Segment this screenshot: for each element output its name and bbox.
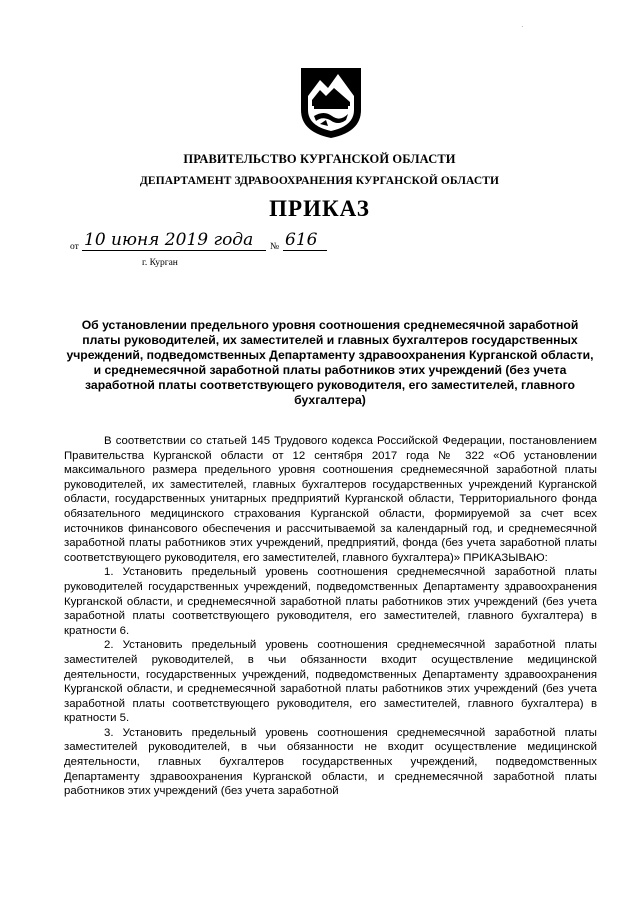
handwritten-date: 10 июня 2019 года bbox=[84, 230, 254, 250]
date-underline bbox=[82, 250, 266, 251]
city-label: г. Курган bbox=[142, 258, 178, 268]
order-subject-heading: Об установлении предельного уровня соотношения среднемесячной заработной платы руководителей, их заместителей и главных бухгалтеров государственных учреждений, подведомственных Департаменту здравоохранения Курганской области, и среднемесячной заработной платы работников этих учреждений (без учета заработной платы соответствующего руководителя, его заместителей, главного бухгалтера) bbox=[66, 318, 594, 407]
handwritten-number: 616 bbox=[285, 230, 318, 250]
clause-1-paragraph: 1. Установить предельный уровень соотношения среднемесячной заработной платы руководителей государственных учреждений, подведомственных Департаменту здравоохранения Курганской области, и среднемесячной заработной платы работников этих учреждений (без учета заработной платы соответствующего руководителя, его заместителей, главного бухгалтера) в кратности 6. bbox=[64, 566, 597, 637]
coat-of-arms-icon bbox=[298, 66, 364, 140]
order-body bbox=[64, 434, 597, 799]
clause-2-paragraph: 2. Установить предельный уровень соотношения среднемесячной заработной платы заместителей руководителей, в чьи обязанности входит осуществление медицинской деятельности, государственных учреждений, подведомственных Департаменту здравоохранения Курганской области, и среднемесячной заработной платы работников этих учреждений (без учета заработной платы соответствующего руководителя, его заместителей, главного бухгалтера) в кратности 5. bbox=[64, 639, 597, 725]
scan-mark: · bbox=[521, 22, 524, 31]
document-title: ПРИКАЗ bbox=[269, 196, 370, 221]
clause-3-paragraph: 3. Установить предельный уровень соотношения среднемесячной заработной платы заместителей руководителей, в чьи обязанности не входит осуществление медицинской деятельности, главных бухгалтеров государственных учреждений, подведомственных Департаменту здравоохранения Курганской области, и среднемесячной заработной платы работников этих учреждений (без учета заработной bbox=[64, 726, 597, 798]
department-name: ДЕПАРТАМЕНТ ЗДРАВООХРАНЕНИЯ КУРГАНСКОЙ ОБЛАСТИ bbox=[139, 175, 500, 187]
number-label: № bbox=[270, 242, 280, 252]
government-name: ПРАВИТЕЛЬСТВО КУРГАНСКОЙ ОБЛАСТИ bbox=[183, 152, 456, 166]
preamble-paragraph: В соответствии со статьей 145 Трудового кодекса Российской Федерации, постановлением Правительства Курганской области от 12 сентября 2017 года № 322 «Об установлении максимального размера предельного уровня соотношения среднемесячной заработной платы руководителей, их заместителей, главных бухгалтеров государственных учреждений Курганской области, государственных унитарных предприятий Курганской области, Территориального фонда обязательного медицинского страхования Курганской области, формируемой за счет всех источников финансового обеспечения и рассчитываемой за календарный год, и среднемесячной заработной платы работников этих учреждений, предприятий, фонда (без учета заработной платы соответствующего руководителя, его заместителей, главного бухгалтера)» ПРИКАЗЫВАЮ: bbox=[64, 435, 597, 564]
date-from-label: от bbox=[70, 242, 79, 252]
number-underline bbox=[283, 250, 327, 251]
